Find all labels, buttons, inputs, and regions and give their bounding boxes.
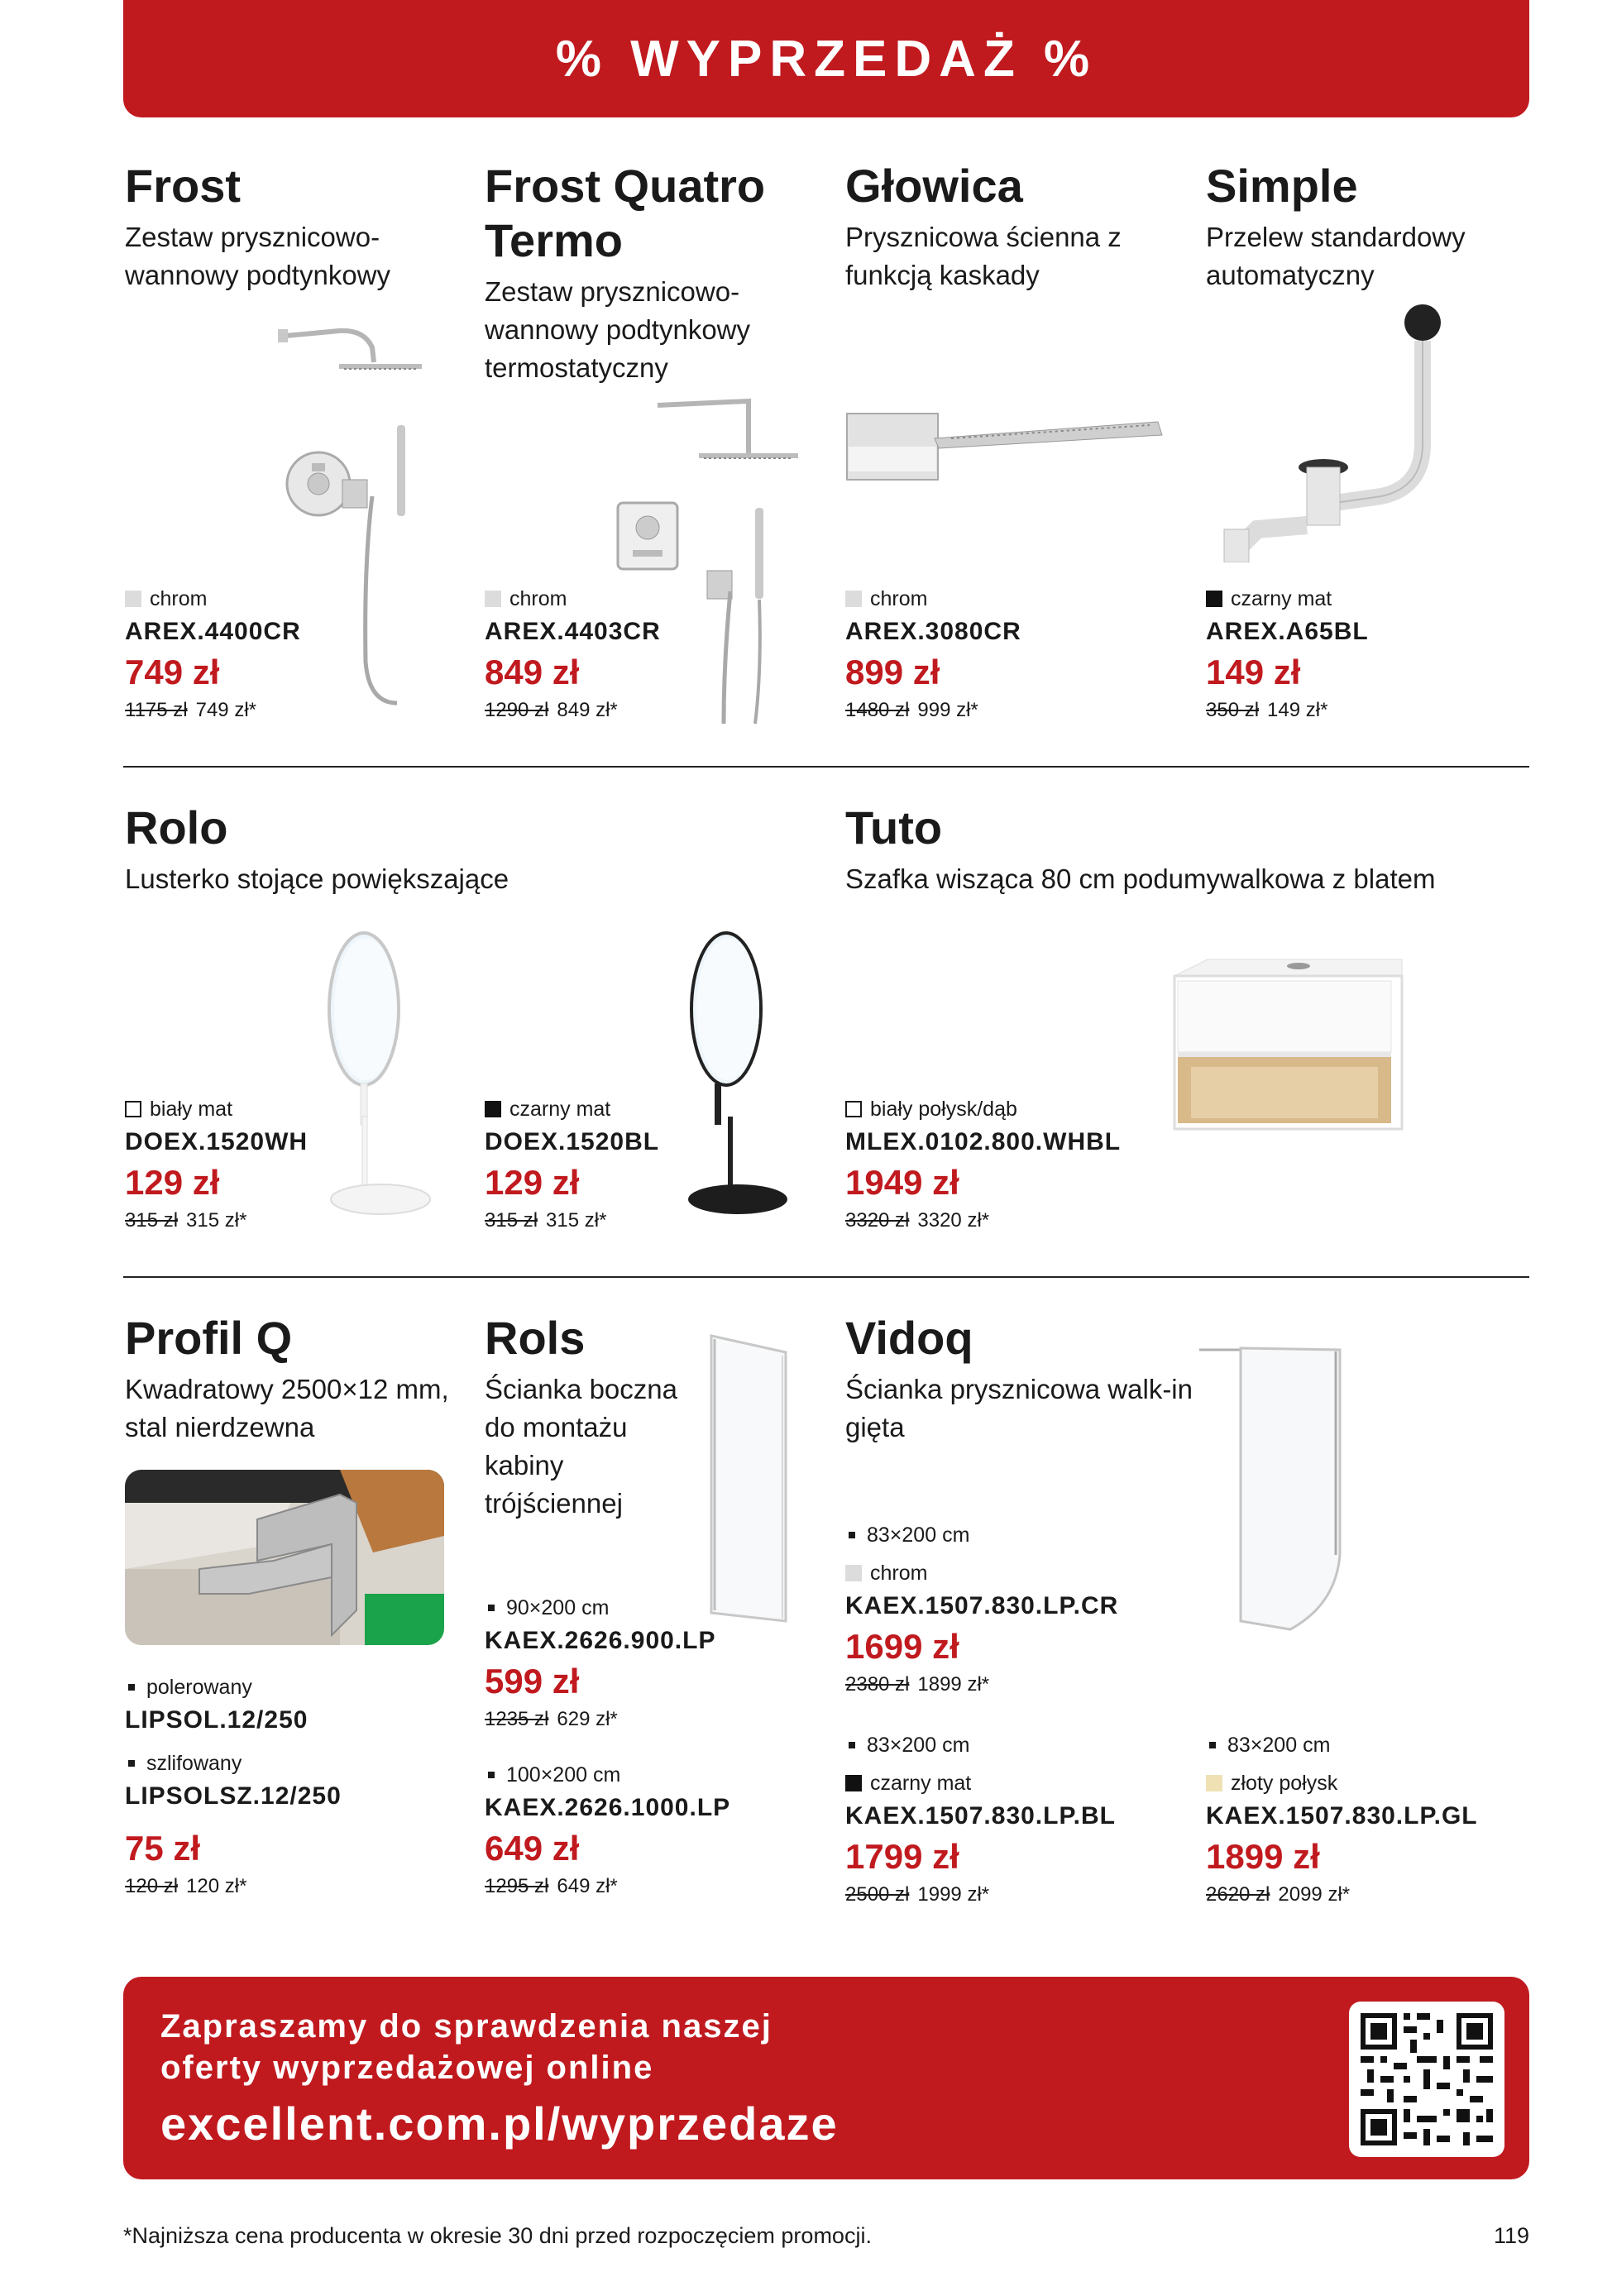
old-price-line: [485, 695, 661, 726]
old-price-line: [845, 1879, 1116, 1911]
old-price: 315 zł: [485, 1209, 538, 1232]
old-price: 1295 zł: [485, 1875, 549, 1897]
old-price-line: [1206, 695, 1369, 726]
qr-code-icon[interactable]: [1349, 2002, 1504, 2157]
old-price-line: [845, 695, 1021, 726]
old-price: 1290 zł: [485, 699, 549, 721]
product-rols: [485, 1311, 700, 1523]
old-price: 120 zł: [125, 1875, 179, 1897]
product-profil-q: [125, 1311, 472, 1447]
vidoq-gold-info: [1206, 1730, 1478, 1911]
footer-line-2: oferty wyprzedażowej online: [160, 2050, 654, 2086]
cabinet-image: [1166, 951, 1406, 1133]
lowest-price: 749 zł*: [195, 699, 256, 721]
row-divider: [123, 766, 1529, 768]
product-code: LIPSOLSZ.12/250: [125, 1782, 342, 1810]
variant-bullet: 83×200 cm: [845, 1520, 1118, 1550]
finish-label: czarny mat: [485, 1094, 659, 1124]
product-code: DOEX.1520WH: [125, 1128, 309, 1155]
swatch-gold: [1206, 1775, 1222, 1791]
product-subtitle: Ścianka prysznicowa walk-in gięta: [845, 1374, 1193, 1442]
simple-info: [1206, 584, 1369, 726]
product-price: 129 zł: [125, 1163, 220, 1202]
finish-label: chrom: [125, 584, 301, 614]
page-number: 119: [1493, 2223, 1529, 2248]
product-code: AREX.4403CR: [485, 618, 661, 645]
tuto-info: [845, 1094, 1121, 1236]
product-title: Frost: [125, 160, 241, 212]
old-price: 350 zł: [1206, 699, 1260, 721]
walkin-panel-image: [1191, 1332, 1356, 1638]
lowest-price: 120 zł*: [186, 1875, 247, 1897]
product-subtitle: Lusterko stojące powiększające: [125, 863, 509, 894]
product-rolo: [125, 801, 787, 898]
product-price: 749 zł: [125, 653, 220, 691]
product-tuto: [845, 801, 1507, 898]
product-title: Rols: [485, 1312, 586, 1364]
variant-bullet: szlifowany: [125, 1748, 342, 1778]
product-glowica: [845, 159, 1193, 294]
variant-bullet: 83×200 cm: [1206, 1730, 1478, 1760]
lowest-price: 315 zł*: [546, 1209, 607, 1232]
lowest-price: 649 zł*: [557, 1875, 618, 1897]
old-price-line: [125, 1871, 342, 1902]
old-price-line: [485, 1704, 730, 1735]
lowest-price: 315 zł*: [186, 1209, 247, 1232]
glowica-info: [845, 584, 1021, 726]
product-subtitle: Szafka wisząca 80 cm podumywalkowa z blatem: [845, 863, 1436, 894]
product-subtitle: Zestaw prysznicowo-wannowy podtynkowy termostatyczny: [485, 276, 751, 383]
variant-bullet: 90×200 cm: [485, 1593, 730, 1623]
finish-label: biały połysk/dąb: [845, 1094, 1121, 1124]
old-price: 1175 zł: [125, 699, 188, 721]
finish-label: biały mat: [125, 1094, 308, 1124]
product-subtitle: Kwadratowy 2500×12 mm, stal nierdzewna: [125, 1374, 449, 1442]
old-price-line: [485, 1205, 659, 1236]
old-price: 2500 zł: [845, 1883, 910, 1906]
bath-waste-image: [1208, 298, 1472, 562]
product-code: DOEX.1520BL: [485, 1128, 660, 1155]
swatch-chrom: [845, 591, 862, 607]
lowest-price: 999 zł*: [917, 699, 978, 721]
rolo-white-info: [125, 1094, 308, 1236]
old-price-line: [1206, 1879, 1478, 1911]
old-price-line: [485, 1871, 730, 1902]
rols-info: [485, 1593, 730, 1902]
old-price: 1235 zł: [485, 1708, 549, 1730]
old-price: 2620 zł: [1206, 1883, 1270, 1906]
variant-bullet: polerowany: [125, 1672, 342, 1702]
product-title: Vidoq: [845, 1312, 973, 1364]
old-price: 2380 zł: [845, 1673, 910, 1696]
swatch-chrom: [125, 591, 141, 607]
product-code: KAEX.1507.830.LP.BL: [845, 1802, 1116, 1830]
product-title: Tuto: [845, 801, 943, 854]
product-code: AREX.3080CR: [845, 618, 1021, 645]
lowest-price: 849 zł*: [557, 699, 618, 721]
mirror-black-image: [678, 918, 802, 1224]
product-price: 149 zł: [1206, 653, 1301, 691]
lowest-price: 149 zł*: [1267, 699, 1328, 721]
swatch-chrom: [845, 1565, 862, 1581]
product-code: KAEX.2626.900.LP: [485, 1627, 716, 1654]
swatch-black: [1206, 591, 1222, 607]
old-price-line: [125, 695, 301, 726]
side-panel-image: [703, 1327, 794, 1625]
frost-quatro-info: [485, 584, 661, 726]
product-code: KAEX.2626.1000.LP: [485, 1794, 731, 1821]
frost-info: [125, 584, 301, 726]
product-price: 1699 zł: [845, 1627, 959, 1666]
vidoq-black-info: [845, 1730, 1116, 1911]
rolo-black-info: [485, 1094, 659, 1236]
banner-title: % WYPRZEDAŻ %: [555, 30, 1098, 88]
product-subtitle: Ścianka boczna do montażu kabiny trójściennej: [485, 1374, 677, 1519]
product-frost: [125, 159, 472, 294]
product-subtitle: Prysznicowa ścienna z funkcją kaskady: [845, 222, 1122, 290]
product-code: KAEX.1507.830.LP.GL: [1206, 1802, 1478, 1830]
footnote: *Najniższa cena producenta w okresie 30 dni przed rozpoczęciem promocji.: [123, 2223, 872, 2248]
swatch-white: [125, 1101, 141, 1117]
lowest-price: 3320 zł*: [917, 1209, 990, 1232]
product-code: LIPSOL.12/250: [125, 1706, 309, 1734]
lowest-price: 629 zł*: [557, 1708, 618, 1730]
finish-label: czarny mat: [845, 1768, 1116, 1798]
swatch-white: [845, 1101, 862, 1117]
finish-label: chrom: [845, 1558, 1118, 1588]
cascade-head-image: [844, 405, 1166, 488]
old-price: 315 zł: [125, 1209, 179, 1232]
finish-label: czarny mat: [1206, 584, 1369, 614]
product-title: Frost Quatro Termo: [485, 160, 766, 266]
product-simple: [1206, 159, 1537, 294]
profil-info: [125, 1672, 342, 1902]
product-code: AREX.A65BL: [1206, 618, 1369, 645]
product-vidoq: [845, 1311, 1193, 1447]
variant-bullet: 83×200 cm: [845, 1730, 1116, 1760]
profile-image: [125, 1470, 444, 1645]
sale-banner: [123, 0, 1529, 117]
product-price: 75 zł: [125, 1829, 201, 1868]
old-price-line: [125, 1205, 308, 1236]
product-price: 899 zł: [845, 653, 940, 691]
finish-label: chrom: [845, 584, 1021, 614]
product-subtitle: Zestaw prysznicowo-wannowy podtynkowy: [125, 222, 391, 290]
old-price: 3320 zł: [845, 1209, 910, 1232]
old-price-line: [845, 1669, 1118, 1700]
product-code: MLEX.0102.800.WHBL: [845, 1128, 1122, 1155]
vidoq-chrom-info: [845, 1520, 1118, 1700]
product-title: Rolo: [125, 801, 228, 854]
product-title: Głowica: [845, 160, 1023, 212]
product-price: 849 zł: [485, 653, 580, 691]
swatch-black: [485, 1101, 501, 1117]
online-offer-banner[interactable]: [123, 1977, 1529, 2179]
product-price: 599 zł: [485, 1662, 580, 1700]
product-code: AREX.4400CR: [125, 618, 301, 645]
product-code: KAEX.1507.830.LP.CR: [845, 1592, 1119, 1619]
mirror-white-image: [323, 918, 447, 1224]
lowest-price: 1899 zł*: [917, 1673, 990, 1696]
product-price: 649 zł: [485, 1829, 580, 1868]
lowest-price: 1999 zł*: [917, 1883, 990, 1906]
footer-line-1: Zapraszamy do sprawdzenia naszej: [160, 2008, 773, 2045]
variant-bullet: 100×200 cm: [485, 1760, 730, 1790]
lowest-price: 2099 zł*: [1278, 1883, 1351, 1906]
old-price: 1480 zł: [845, 699, 910, 721]
product-subtitle: Przelew standardowy automatyczny: [1206, 222, 1466, 290]
product-price: 1949 zł: [845, 1163, 959, 1202]
product-title: Simple: [1206, 160, 1358, 212]
product-price: 1799 zł: [845, 1837, 959, 1876]
product-title: Profil Q: [125, 1312, 293, 1364]
swatch-chrom: [485, 591, 501, 607]
product-price: 1899 zł: [1206, 1837, 1320, 1876]
swatch-black: [845, 1775, 862, 1791]
finish-label: złoty połysk: [1206, 1768, 1478, 1798]
product-price: 129 zł: [485, 1163, 580, 1202]
product-frost-quatro-termo: [485, 159, 832, 387]
footer-url-link[interactable]: excellent.com.pl/wyprzedaze: [160, 2097, 839, 2150]
row-divider: [123, 1276, 1529, 1278]
finish-label: chrom: [485, 584, 661, 614]
old-price-line: [845, 1205, 1121, 1236]
